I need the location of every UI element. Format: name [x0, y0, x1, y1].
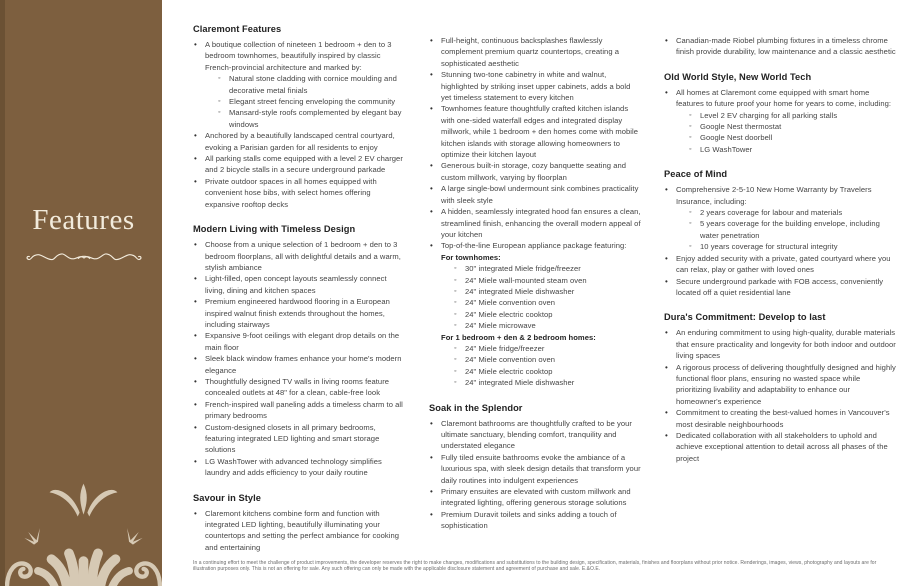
bullet-text: Private outdoor spaces in all homes equipped with convenient hose bibs, with select homes offering expansive rooftop decks	[205, 176, 377, 209]
bullet-text: Commitment to creating the best-valued homes in Vancouver's most desirable neighbourhoods	[676, 408, 890, 429]
bullet-item	[193, 399, 406, 422]
sub-bullet-item: ◦ 24" Miele convention oven	[454, 297, 642, 308]
bullet-text: Premium Duravit toilets and sinks adding a touch of sophistication	[441, 509, 617, 531]
bullet-item	[664, 87, 897, 155]
bullet-text: Top-of-the-line European appliance package featuring:	[441, 241, 627, 251]
bullet-text: Claremont kitchens combine form and function with integrated LED lighting, beautifully illuminating your countertops and setting the perfect ambiance for cooking and entertaining	[205, 508, 400, 552]
sub-bullet-item: ◦ 5 years coverage for the building envelope, including water penetration	[689, 218, 897, 241]
bullet-item	[193, 456, 406, 479]
sub-bullet-item: ◦ Natural stone cladding with cornice moulding and decorative metal finials	[218, 73, 406, 96]
bullet-item	[429, 69, 642, 103]
bullet-item	[664, 35, 897, 58]
bullet-text: Light-filled, open concept layouts seamlessly connect living, dining and kitchen spaces	[205, 274, 387, 295]
bullet-list	[664, 87, 897, 155]
sub-bullet-item: ◦ 24" Miele fridge/freezer	[454, 343, 642, 354]
sub-bullet-item: ◦ Elegant street fencing enveloping the community	[218, 96, 406, 107]
sub-bullet-list	[676, 207, 897, 253]
bullet-item	[429, 183, 642, 206]
sub-bullet-list	[676, 110, 897, 156]
bullet-text: Enjoy added security with a private, gated courtyard where you can relax, play or gather with loved ones	[676, 253, 891, 275]
bullet-item	[193, 376, 406, 399]
bullet-item	[193, 130, 406, 153]
sidebar	[0, 0, 162, 586]
bullet-text: Choose from a unique selection of 1 bedroom + den to 3 bedroom floorplans, all with delightful details and a warm, stylish ambiance	[205, 240, 401, 272]
bullet-text: Anchored by a beautifully landscaped central courtyard, evoking a Parisian garden for all residents to enjoy	[205, 131, 395, 152]
feature-section	[193, 493, 406, 554]
sub-bullet-item: ◦ 24" Miele electric cooktop	[454, 366, 642, 377]
bullet-item	[664, 253, 897, 276]
feature-section	[664, 35, 897, 58]
sub-bullet-item: ◦ 24" integrated Miele dishwasher	[454, 286, 642, 297]
bullet-item	[193, 353, 406, 376]
bullet-item	[193, 296, 406, 330]
bullet-list	[193, 39, 406, 210]
bullet-text: All parking stalls come equipped with a level 2 EV charger and 2 bicycle stalls in a secure underground parkade	[205, 154, 403, 175]
bullet-item	[193, 330, 406, 353]
sub-bullet-item: ◦ 24" Miele convention oven	[454, 354, 642, 365]
damask-ornament-icon	[5, 478, 162, 586]
bullet-text: A rigorous process of delivering thoughtfully designed and highly functional floor plans, ensuring no wasted space while prioritizing livability and adaptability to enhance our homeowner's experience	[676, 362, 896, 406]
bullet-text: Full-height, continuous backsplashes flawlessly complement premium quartz countertops, creating a sophisticated aesthetic	[441, 36, 620, 68]
features-column-1	[193, 0, 406, 586]
bullet-text: Dedicated collaboration with all stakeholders to uphold and achieve exceptional attention to detail across all phases of the project	[676, 430, 888, 463]
sub-bullet-item: ◦ LG WashTower	[689, 144, 897, 155]
bullet-list	[664, 184, 897, 298]
feature-section	[193, 24, 406, 210]
section-heading: Savour in Style	[193, 492, 261, 503]
flourish-divider-icon	[23, 246, 145, 270]
sub-bullet-list	[441, 343, 642, 389]
bullet-item	[193, 176, 406, 210]
bullet-text: French-inspired wall paneling adds a timeless charm to all primary bedrooms	[205, 399, 403, 421]
bullet-list	[193, 508, 406, 554]
bullet-item	[664, 407, 897, 430]
bullet-item	[664, 327, 897, 361]
section-heading: Dura's Commitment: Develop to last	[664, 312, 826, 323]
bullet-text: Expansive 9-foot ceilings with elegant drop details on the main floor	[205, 331, 400, 352]
bullet-text: A large single-bowl undermount sink combines practicality with sleek style	[441, 184, 639, 205]
bullet-item	[664, 430, 897, 464]
sub-bullet-item: ◦ Google Nest thermostat	[689, 121, 897, 132]
bullet-text: Fully tiled ensuite bathrooms evoke the ambiance of a luxurious spa, with sleek design details that transform your daily routines into indulgent experiences	[441, 452, 641, 485]
sub-bullet-item: ◦ 24" integrated Miele dishwasher	[454, 377, 642, 388]
sub-bullet-item: ◦ 24" Miele microwave	[454, 320, 642, 331]
bullet-list	[429, 418, 642, 532]
feature-section	[193, 224, 406, 479]
sub-bullet-item: ◦ 10 years coverage for structural integrity	[689, 241, 897, 252]
bullet-text: Thoughtfully designed TV walls in living rooms feature concealed outlets at 48" for a clean, cable-free look	[205, 376, 390, 398]
bullet-item	[429, 206, 642, 240]
sub-bullet-item: ◦ 2 years coverage for labour and materials	[689, 207, 897, 218]
bullet-item	[664, 184, 897, 252]
appliance-group-label: For 1 bedroom + den & 2 bedroom homes:	[441, 332, 596, 342]
bullet-item	[193, 508, 406, 554]
bullet-item	[664, 276, 897, 299]
features-column-3	[664, 0, 897, 586]
bullet-text: Stunning two-tone cabinetry in white and walnut, highlighted by striking inset upper cabinets, adds a bold yet timeless statement to every kitchen	[441, 70, 631, 103]
sub-bullet-list	[205, 73, 406, 130]
section-heading: Peace of Mind	[664, 169, 728, 180]
bullet-text: Secure underground parkade with FOB access, conveniently located off a quiet residential lane	[676, 276, 884, 297]
bullet-list	[664, 35, 897, 58]
feature-section	[429, 403, 642, 532]
section-heading: Claremont Features	[193, 24, 282, 34]
bullet-text: Primary ensuites are elevated with custom millwork and integrated lighting, offering generous storage solutions	[441, 487, 631, 508]
bullet-text: An enduring commitment to using high-quality, durable materials that ensure practicality and longevity for both indoor and outdoor living spaces	[676, 328, 896, 361]
section-heading: Soak in the Splendor	[429, 402, 523, 413]
sub-bullet-item: ◦ 24" Miele wall-mounted steam oven	[454, 275, 642, 286]
bullet-text: Custom-designed closets in all primary bedrooms, featuring integrated LED lighting and smart storage solutions	[205, 422, 380, 455]
feature-section	[664, 312, 897, 464]
sub-bullet-item: ◦ Mansard-style roofs complemented by elegant bay windows	[218, 107, 406, 130]
section-heading: Modern Living with Timeless Design	[193, 224, 356, 235]
bullet-item	[429, 509, 642, 532]
bullet-list	[664, 327, 897, 464]
sub-bullet-item: ◦ 24" Miele electric cooktop	[454, 309, 642, 320]
bullet-item	[429, 103, 642, 160]
sub-bullet-list	[441, 263, 642, 331]
bullet-item	[429, 418, 642, 452]
bullet-text: Townhomes feature thoughtfully crafted kitchen islands with one-sided waterfall edges and integrated display millwork, while 1 bedroom + den homes come with mobile kitchen islands with storage allowing homeowners to optimize their kitchen layout	[441, 104, 639, 160]
bullet-text: All homes at Claremont come equipped with smart home features to future proof your home for years to come, including:	[676, 87, 892, 109]
section-heading: Old World Style, New World Tech	[664, 71, 812, 82]
bullet-item	[193, 239, 406, 273]
bullet-text: Generous built-in storage, cozy banquette seating and custom millwork, varying by floorplan	[441, 161, 627, 182]
page-title: Features	[32, 204, 135, 236]
feature-section	[429, 35, 642, 389]
bullet-text: Sleek black window frames enhance your home's modern elegance	[205, 354, 402, 375]
bullet-item	[429, 486, 642, 509]
bullet-item	[429, 35, 642, 69]
bullet-item	[429, 160, 642, 183]
appliance-group-label: For townhomes:	[441, 252, 501, 262]
bullet-item	[193, 273, 406, 296]
bullet-item	[193, 153, 406, 176]
sub-bullet-item: ◦ Google Nest doorbell	[689, 132, 897, 143]
bullet-text: Claremont bathrooms are thoughtfully crafted to be your ultimate sanctuary, blending comfort, tranquility and understated elegance	[441, 418, 633, 451]
bullet-text: LG WashTower with advanced technology simplifies laundry and adds efficiency to your daily routine	[205, 456, 382, 478]
sub-bullet-item: ◦ Level 2 EV charging for all parking stalls	[689, 110, 897, 121]
bullet-text: A boutique collection of nineteen 1 bedroom + den to 3 bedroom townhomes, beautifully inspired by classic French-provincial architecture and marked by:	[205, 40, 392, 72]
content-area	[162, 0, 908, 586]
bullet-item	[429, 452, 642, 486]
features-column-2	[429, 0, 642, 586]
bullet-text: Comprehensive 2-5-10 New Home Warranty by Travelers Insurance, including:	[676, 185, 872, 206]
feature-section	[664, 72, 897, 155]
bullet-list	[429, 35, 642, 389]
bullet-text: A hidden, seamlessly integrated hood fan ensures a clean, streamlined finish, enhancing the overall modern appeal of your kitchen	[441, 207, 641, 239]
bullet-item	[429, 240, 642, 388]
bullet-item	[193, 39, 406, 130]
sub-bullet-item: ◦ 30" integrated Miele fridge/freezer	[454, 263, 642, 274]
feature-section	[664, 169, 897, 298]
bullet-list	[193, 239, 406, 479]
bullet-item	[193, 422, 406, 456]
bullet-text: Premium engineered hardwood flooring in a European inspired walnut finish extends throughout the homes, including stairways	[205, 297, 390, 329]
legal-disclaimer: In a continuing effort to meet the challenge of product improvements, the developer reserves the right to make changes, modifications and substitutions to the building design, specification, materials, finishes and floorplans without prior notice. Renderings, images, views, photography and layouts are for illustration purposes only. This is not an offering for sale. Any such offering can only be made with the applicable disclosure statement and agreement of purchase and sale. E.&O.E.	[193, 559, 877, 573]
bullet-text: Canadian-made Riobel plumbing fixtures in a timeless chrome finish provide durability, low maintenance and a classic aesthetic	[676, 36, 896, 57]
bullet-item	[664, 362, 897, 408]
